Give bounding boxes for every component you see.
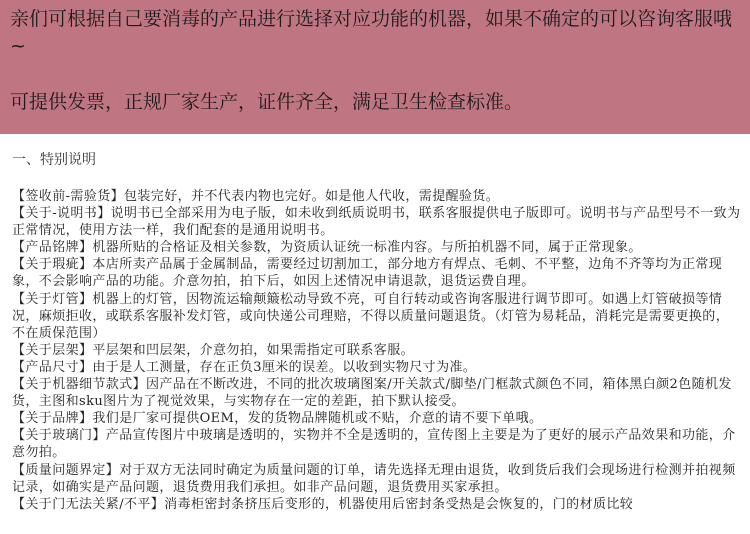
- note-manual: 【关于-说明书】说明书已全部采用为电子版，如未收到纸质说明书，联系客服提供电子版即可。说明书与产品型号不一致为正常情况，使用方法一样，我们配套的是通用说明书。: [12, 206, 741, 239]
- note-shelf: 【关于层架】平层架和凹层架，介意勿拍，如果需指定可联系客服。: [12, 342, 415, 358]
- note-dimensions: 【产品尺寸】由于是人工测量，存在正负3厘米的误差。以收到实物尺寸为准。: [12, 359, 477, 375]
- note-glass-door: 【关于玻璃门】产品宣传图片中玻璃是透明的，实物并不全是透明的，宣传图上主要是为了更好的展示产品效果和功能，介意勿拍。: [12, 428, 736, 461]
- note-brand: 【关于品牌】我们是厂家可提供OEM，发的货物品牌随机或不贴，介意的请不要下单哦。: [12, 411, 543, 427]
- note-quality-issues: 【质量问题界定】对于双方无法同时确定为质量问题的订单，请先选择无理由退货，收到货后我们会现场进行检测并拍视频记录，如确实是产品问题，退货费用我们承担。如非产品问题，退货费用买家承担。: [12, 462, 736, 495]
- note-nameplate: 【产品铭牌】机器所贴的合格证及相关参数，为资质认证统一标准内容。与所拍机器不同，属于正常现象。: [12, 240, 642, 256]
- notes-list: [12, 188, 742, 513]
- notice-content: [12, 134, 742, 513]
- note-inspect-before-signing: 【签收前-需验货】包装完好，并不代表内物也完好。如是他人代收，需提醒验货。: [12, 189, 500, 204]
- note-lamp-tube: 【关于灯管】机器上的灯管，因物流运输颠簸松动导致不亮，可自行转动或咨询客服进行调节即可。如遇上灯管破损等情况，麻烦拒收，或联系客服补发灯管，或向快递公司理赔，不得以质量问题退货。（灯管为易耗品，消耗完是需要更换的，不在质保范围）: [12, 291, 730, 341]
- banner-invoice-text: 可提供发票，正规厂家生产，证件齐全，满足卫生检查标准。: [10, 91, 524, 113]
- note-style-details: 【关于机器细节款式】因产品在不断改进，不同的批次玻璃图案/开关款式/脚垫/门框款式颜色不同，箱体黑白颜2色随机发货，主图和sku图片为了视觉效果，与实物存在一定的差距，拍下默认接受。: [12, 377, 732, 410]
- note-defects: 【关于瑕疵】本店所卖产品属于金属制品，需要经过切割加工，部分地方有焊点、毛刺、不平整，边角不齐等均为正常现象，不会影响产品的功能。介意勿拍，拍下后，如因上述情况申请退款，退货运费自理。: [12, 257, 723, 290]
- section-title: 一、特别说明: [12, 152, 96, 168]
- note-door-seal: 【关于门无法关紧/不平】消毒柜密封条挤压后变形的，机器使用后密封条受热是会恢复的，门的材质比较: [12, 496, 634, 512]
- banner-consult-text: 亲们可根据自己要消毒的产品进行选择对应功能的机器，如果不确定的可以咨询客服哦~: [10, 8, 733, 57]
- promo-banner: [0, 0, 750, 134]
